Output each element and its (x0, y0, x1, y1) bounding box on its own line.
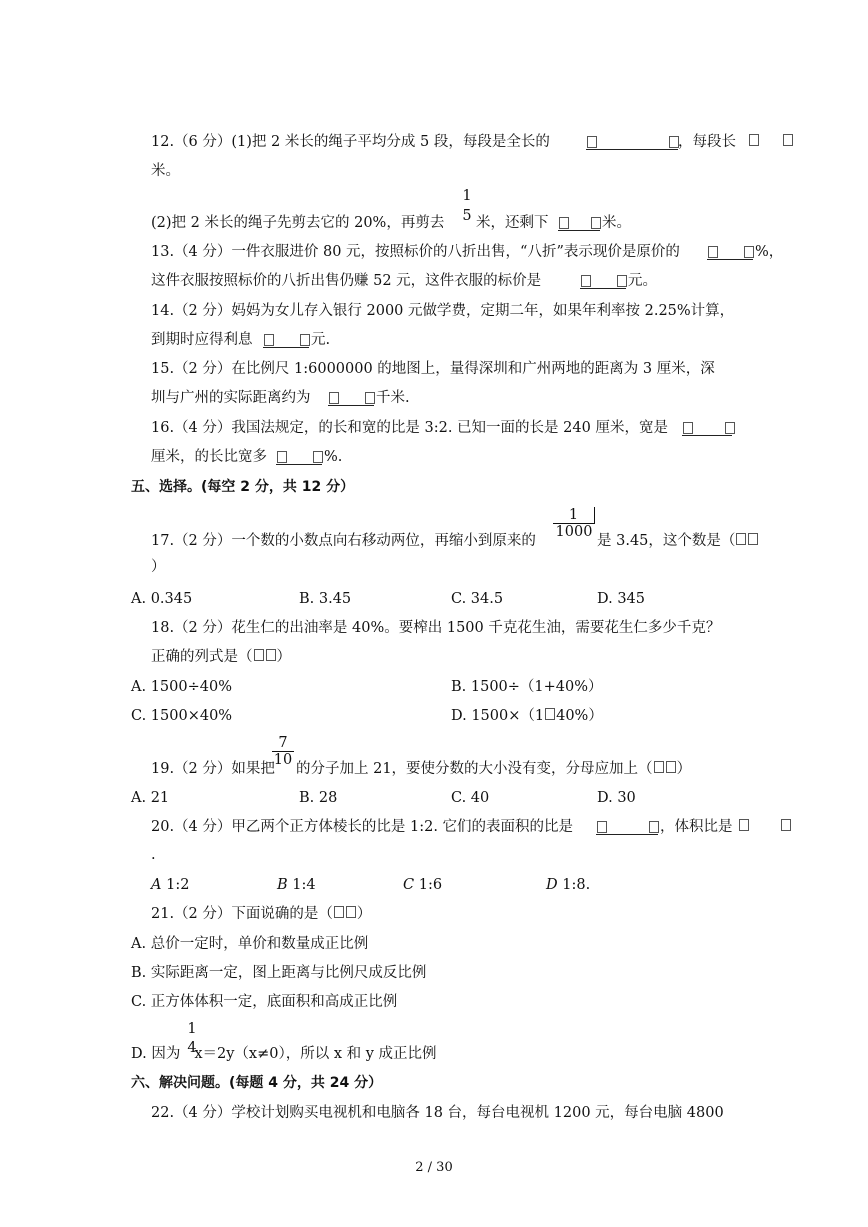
q19-option-a[interactable] (131, 789, 169, 807)
box-glyph (313, 451, 323, 463)
q12-text: 12.（6 分）(1)把 2 米长的绳子平均分成 5 段，每段是全长的 (151, 134, 550, 150)
box-glyph (736, 533, 746, 545)
fraction-numerator: 1 (187, 1021, 197, 1037)
q16-blank1[interactable] (682, 419, 732, 437)
q12-line1b (678, 133, 736, 151)
q13-line1a (151, 243, 680, 261)
q22-text: 22.（4 分）学校计划购买电视机和电脑各 18 台，每台电视机 1200 元，每台电脑 4800 (151, 1105, 724, 1121)
q21-option-a[interactable] (131, 935, 368, 953)
q18-text: ） (276, 649, 291, 665)
q12-line3c (602, 214, 631, 232)
q18-option-d[interactable] (451, 707, 603, 725)
q21-text: 21.（2 分）下面说确的是（ (151, 906, 333, 922)
option-label: C. 1500×40% (131, 708, 233, 724)
q12-text: (2)把 2 米长的绳子先剪去它的 20%，再剪去 (151, 215, 445, 231)
q15-text: 15.（2 分）在比例尺 1:6000000 的地图上，量得深圳和广州两地的距离为 3 厘米，深 (151, 361, 715, 377)
q16-line2b (324, 448, 342, 466)
option-label: B. 3.45 (299, 591, 352, 607)
q14-line1 (151, 302, 734, 320)
section-heading-5 (131, 478, 354, 496)
q21-line1 (151, 905, 371, 923)
q18-option-a[interactable] (131, 678, 232, 696)
q15-text: 千米. (376, 390, 410, 406)
option-label: B. 1500÷（1+40%） (451, 679, 603, 695)
section-title: 五、选择。(每空 2 分，共 12 分） (131, 479, 355, 495)
option-label: D. 因为 (131, 1046, 181, 1062)
fraction-numerator: 1 (553, 507, 595, 523)
q17-line1b (597, 532, 759, 550)
q16-text: 厘米，的长比宽多 (151, 449, 267, 465)
box-glyph (748, 533, 758, 545)
answer-blank[interactable] (586, 135, 678, 150)
q16-blank2[interactable] (276, 448, 322, 466)
answer-blank[interactable] (596, 820, 658, 835)
answer-blank[interactable] (276, 450, 322, 465)
q15-text: 圳与广州的实际距离约为 (151, 390, 311, 406)
q20-option-b[interactable] (277, 876, 316, 894)
q14-blank[interactable] (263, 331, 309, 349)
q12-blank3[interactable] (558, 214, 600, 232)
answer-blank[interactable] (682, 421, 732, 436)
q13-text: 13.（4 分）一件衣服进价 80 元，按照标价的八折出售，“八折”表示现价是原价的 (151, 244, 680, 260)
q21-option-c[interactable] (131, 993, 397, 1011)
q19-option-d[interactable] (597, 789, 636, 807)
box-glyph (654, 761, 664, 773)
q17-text: 17.（2 分）一个数的小数点向右移动两位，再缩小到原来的 (151, 533, 536, 549)
q19-text: 的分子加上 21，要使分数的大小没有变，分母应加上（ (296, 761, 653, 777)
q18-line2 (151, 648, 291, 666)
fraction-denominator: 1000 (555, 524, 593, 540)
option-label: A. 总价一定时，单价和数量成正比例 (131, 936, 369, 952)
q16-text: %. (324, 449, 343, 465)
option-label: 1:4 (287, 877, 316, 893)
box-glyph (597, 821, 607, 833)
answer-blank[interactable] (328, 391, 374, 406)
option-label: A. 21 (131, 790, 170, 806)
q16-line1a (151, 419, 668, 437)
q17-text: ） (151, 559, 166, 575)
q15-line1 (151, 360, 715, 378)
q20-text: . (151, 847, 156, 863)
q15-line2b (376, 389, 410, 407)
option-label: C. 正方体体积一定，底面积和高成正比例 (131, 994, 398, 1010)
q19-option-c[interactable] (451, 789, 489, 807)
box-glyph (749, 134, 759, 146)
q21-text: ） (356, 906, 372, 922)
box-glyph (266, 649, 276, 661)
box-glyph (708, 246, 718, 258)
q19-option-b[interactable] (299, 789, 337, 807)
fraction (460, 188, 474, 224)
page-number (0, 1160, 868, 1175)
option-label: x＝2y（x≠0），所以 x 和 y 成正比例 (194, 1046, 437, 1062)
q17-option-b[interactable] (299, 590, 351, 608)
option-label: A. 0.345 (131, 591, 193, 607)
option-label: D. 1500×（1 (451, 708, 545, 724)
box-glyph (744, 246, 754, 258)
q13-line1b (755, 243, 783, 261)
q13-blank1[interactable] (707, 243, 753, 261)
box-glyph (725, 422, 735, 434)
q12-text: ，每段长 (678, 134, 736, 150)
page-number-text: 2 / 30 (415, 1160, 453, 1175)
q17-option-a[interactable] (131, 590, 192, 608)
q14-line2a (151, 331, 253, 349)
q20-text: 20.（4 分）甲乙两个正方体棱长的比是 1:2. 它们的表面积的比是 (151, 819, 574, 835)
q12-blank2[interactable] (748, 133, 794, 151)
box-glyph (781, 819, 791, 831)
q13-text: %， (755, 244, 784, 260)
option-label: B. 28 (299, 790, 338, 806)
answer-blank[interactable] (558, 216, 600, 231)
q17-option-c[interactable] (451, 590, 503, 608)
box-glyph (365, 392, 375, 404)
box-glyph (683, 422, 693, 434)
answer-blank[interactable] (263, 333, 309, 348)
fraction-denominator: 4 (187, 1040, 197, 1056)
box-glyph (346, 906, 356, 918)
q16-text: 16.（4 分）我国法规定，的长和宽的比是 3:2. 已知一面的长是 240 厘米，宽是 (151, 420, 668, 436)
q13-text: 这件衣服按照标价的八折出售仍赚 52 元，这件衣服的标价是 (151, 273, 542, 289)
q13-text: 元。 (628, 273, 657, 289)
q18-text: 正确的列式是（ (151, 649, 253, 665)
option-label: 1:6 (414, 877, 443, 893)
q12-text: 米。 (151, 163, 180, 179)
q15-line2a (151, 389, 311, 407)
q20-blank2[interactable] (738, 818, 792, 836)
q12-text: 米。 (602, 215, 631, 231)
box-glyph (300, 334, 310, 346)
q13-line2b (628, 272, 657, 290)
option-letter: C (403, 877, 415, 893)
q17-option-d[interactable] (597, 590, 645, 608)
q12-blank1 (586, 133, 678, 151)
q20-blank1[interactable] (596, 818, 658, 836)
box-glyph (545, 708, 555, 720)
q17-line1a (151, 532, 536, 550)
q18-option-b[interactable] (451, 678, 603, 696)
q15-blank[interactable] (328, 389, 374, 407)
answer-blank[interactable] (580, 274, 626, 289)
option-label: A. 1500÷40% (131, 679, 232, 695)
q20-option-a[interactable] (151, 876, 189, 894)
answer-blank[interactable] (707, 245, 753, 260)
q12-line1 (151, 133, 550, 151)
box-glyph (334, 906, 344, 918)
q19-line1a (151, 760, 275, 778)
option-letter: A (151, 877, 162, 893)
q20-line1a (151, 818, 573, 836)
q18-line1 (151, 619, 720, 637)
q21-option-d[interactable] (131, 1045, 437, 1063)
section-heading-6 (131, 1074, 382, 1092)
q14-text: 14.（2 分）妈妈为女儿存入银行 2000 元做学费，定期二年，如果年利率按 2.25%计算， (151, 303, 735, 319)
q19-line1b (296, 760, 691, 778)
q20-line1b (660, 818, 733, 836)
q12-line2 (151, 162, 180, 180)
q12-text: 米，还剩下 (476, 215, 549, 231)
box-glyph (649, 821, 659, 833)
q14-text: 元. (311, 332, 331, 348)
q18-option-c[interactable] (131, 707, 232, 725)
section-title: 六、解决问题。(每题 4 分，共 24 分） (131, 1075, 383, 1091)
option-label: 1:2 (161, 877, 190, 893)
q22-line1 (151, 1104, 724, 1122)
q13-line2a (151, 272, 541, 290)
q13-blank2[interactable] (580, 272, 626, 290)
box-glyph (591, 217, 601, 229)
q20-text: ，体积比是 (660, 819, 733, 835)
box-glyph (666, 761, 676, 773)
q12-line3a (151, 214, 444, 232)
q19-text: 19.（2 分）如果把 (151, 761, 275, 777)
fraction-numerator: 1 (462, 188, 472, 204)
box-glyph (581, 275, 591, 287)
option-label: 1:8. (557, 877, 591, 893)
option-label: D. 30 (597, 790, 636, 806)
fraction (272, 735, 294, 768)
q20-line2 (151, 846, 156, 864)
fraction-denominator: 5 (462, 208, 472, 224)
fraction (553, 507, 595, 540)
q12-line3b (476, 214, 549, 232)
q18-text: 18.（2 分）花生仁的出油率是 40%。要榨出 1500 千克花生油，需要花生仁多少千克？ (151, 620, 721, 636)
q20-option-d[interactable] (546, 876, 590, 894)
box-glyph (587, 136, 597, 148)
option-letter: B (277, 877, 288, 893)
q17-text: 是 3.45，这个数是（ (597, 533, 736, 549)
box-glyph (617, 275, 627, 287)
box-glyph (559, 217, 569, 229)
box-glyph (783, 134, 793, 146)
option-label: 40%） (556, 708, 603, 724)
q19-text: ） (676, 761, 692, 777)
fraction-numerator: 7 (278, 735, 288, 751)
box-glyph (329, 392, 339, 404)
box-glyph (739, 819, 749, 831)
q14-text: 到期时应得利息 (151, 332, 253, 348)
option-label: B. 实际距离一定，图上距离与比例尺成反比例 (131, 965, 427, 981)
q17-line2 (151, 558, 166, 576)
q21-option-b[interactable] (131, 964, 426, 982)
q20-option-c[interactable] (403, 876, 442, 894)
q16-line2a (151, 448, 267, 466)
option-letter: D (546, 877, 558, 893)
option-label: D. 345 (597, 591, 646, 607)
option-label: C. 34.5 (451, 591, 504, 607)
option-label: C. 40 (451, 790, 490, 806)
fraction-denominator: 10 (273, 752, 293, 768)
q14-line2b (311, 331, 330, 349)
box-glyph (254, 649, 264, 661)
box-glyph (264, 334, 274, 346)
box-glyph (277, 451, 287, 463)
